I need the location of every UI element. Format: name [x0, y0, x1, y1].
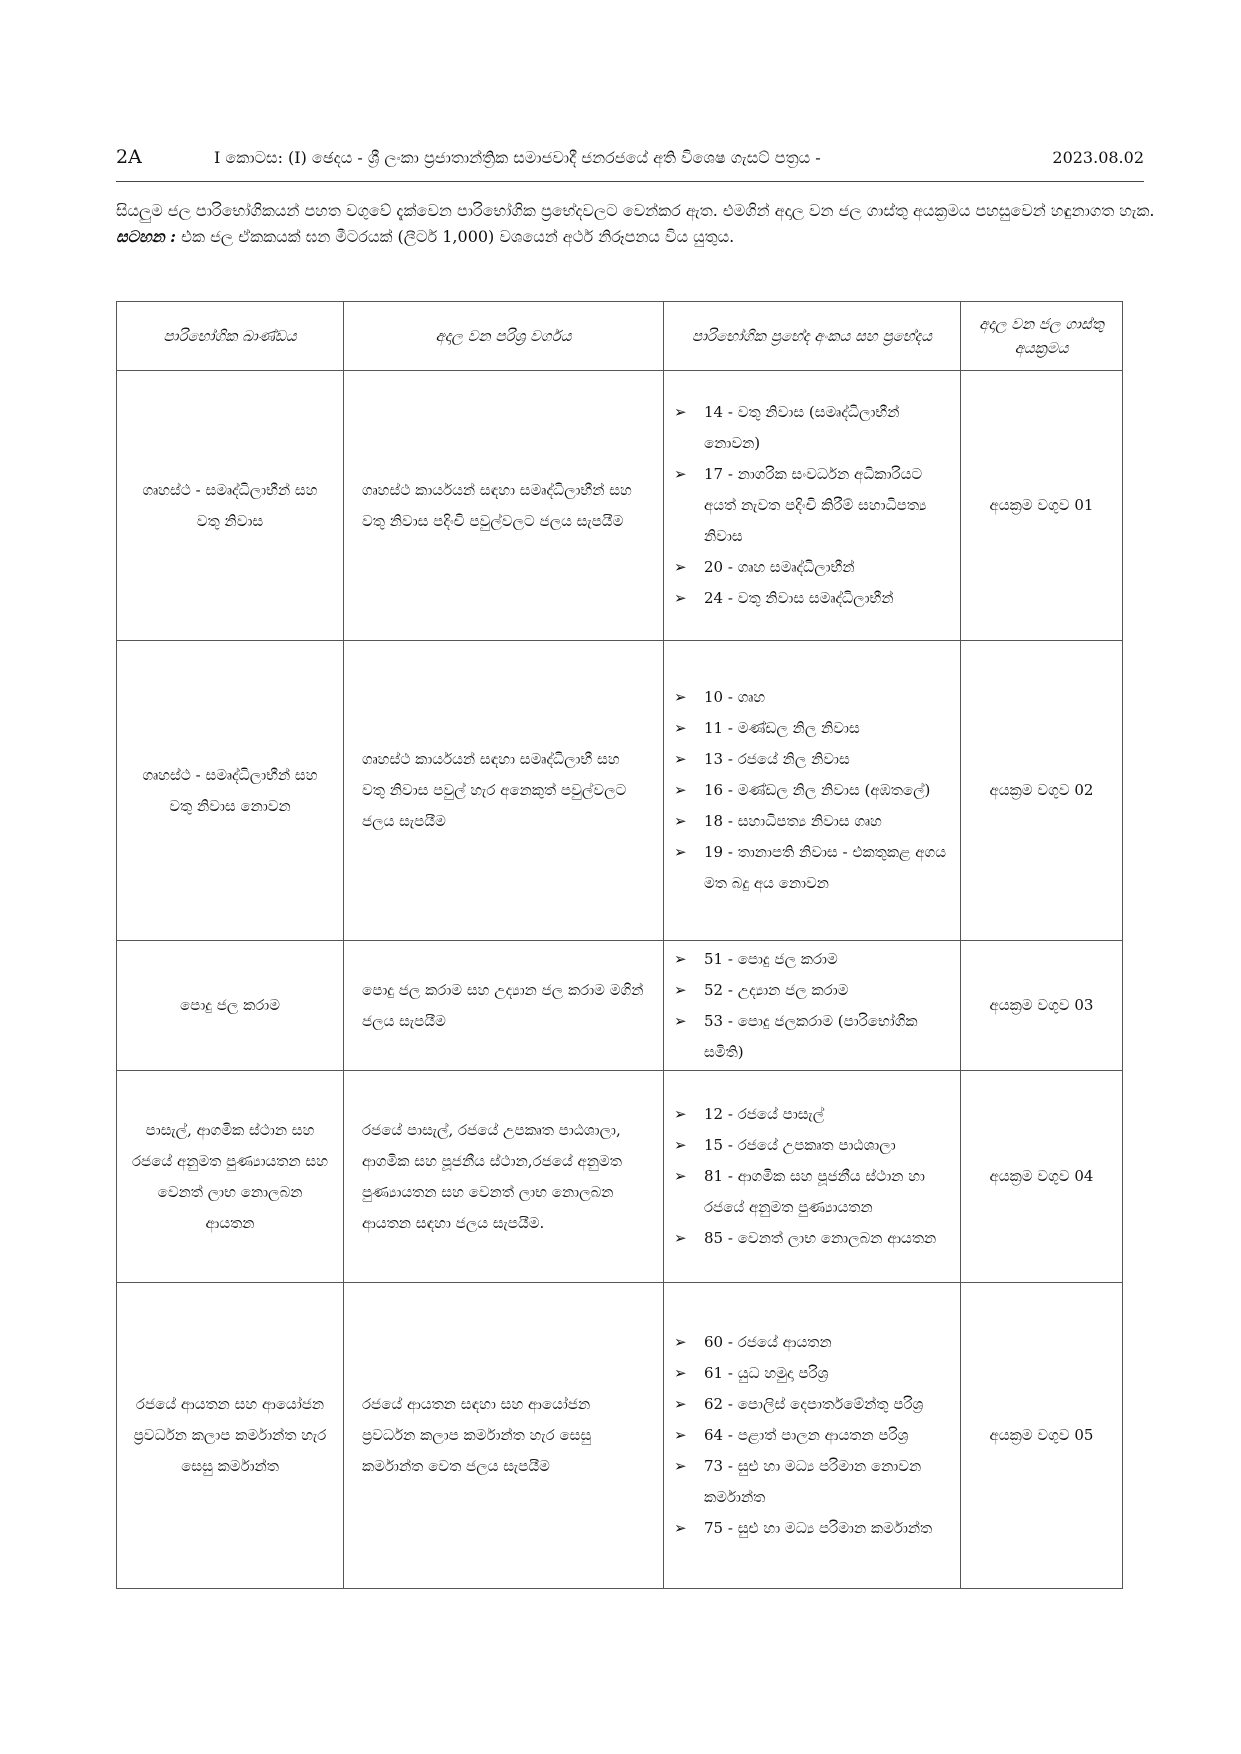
premises-cell: ගෘහස්ථ කාර්යයන් සඳහා සමෘද්ධිලාභී සහ වතු නිවාස පවුල් හැර අනෙකුත් පවුල්වලට ජලය සැපයීම [344, 641, 664, 941]
category-cell: පාසැල්, ආගමික ස්ථාන සහ රජයේ අනුමත පුණ්‍යායතන සහ වෙනත් ලාභ නොලබන ආයතන [117, 1071, 344, 1283]
note-label: සටහන : [116, 227, 177, 246]
note-text: එක ජල ඒකකයක් ඝන මීටරයක් (ලීටර් 1,000) වශයෙන් අර්ථ නිරූපනය විය යුතුය. [181, 227, 735, 246]
code-item: ➢ 75 - සුළු හා මධ්‍ය පරිමාන කර්මාන්ත [674, 1513, 954, 1544]
category-cell: ගෘහස්ථ - සමෘද්ධිලාභීන් සහ වතු නිවාස නොවන [117, 641, 344, 941]
code-item: ➢ 19 - තානාපති නිවාස - එකතුකළ අගය මත බදු අය නොවන [674, 837, 954, 899]
tariff-band-cell: අයක්‍රම වගුව 05 [961, 1283, 1123, 1589]
code-item: ➢ 53 - පොදු ජලකරාම (පාරිභෝගික සමිති) [674, 1006, 954, 1068]
code-item: ➢ 61 - යුධ හමුදා පරිශ්‍ර [674, 1358, 954, 1389]
header-sub-category: පාරිභෝගික ප්‍රභේද අංකය සහ ප්‍රභේදය [664, 302, 961, 371]
tariff-band-cell: අයක්‍රම වගුව 03 [961, 941, 1123, 1071]
code-item: ➢ 24 - වතු නිවාස සමෘද්ධිලාභීන් [674, 583, 954, 614]
code-item: ➢ 62 - පොලිස් දෙපාර්තමේන්තු පරිශ්‍ර [674, 1389, 954, 1420]
table-row [117, 641, 1123, 941]
intro-paragraph: සියලුම ජල පාරිභෝගිකයන් පහත වගුවේ දැක්වෙන පාරිභෝගික ප්‍රභේදවලට වෙන්කර ඇත. එමගින් අදාල වන ජල ගාස්තු අයක්‍රමය පහසුවෙන් හඳුනාගත හැක. [116, 201, 1155, 220]
header-consumer-category: පාරිභෝගික ඛාණ්ඩය [117, 302, 344, 371]
code-item: ➢ 60 - රජයේ ආයතන [674, 1327, 954, 1358]
premises-cell: පොදු ජල කරාම සහ උද්‍යාන ජල කරාම මගින් ජලය සැපයීම [344, 941, 664, 1071]
code-list [674, 1327, 954, 1544]
codes-cell [664, 941, 961, 1071]
category-cell: රජයේ ආයතන සහ ආයෝජන ප්‍රවර්ධන කලාප කර්මාන්ත හැර සෙසු කර්මාන්ත [117, 1283, 344, 1589]
premises-cell: රජයේ ආයතන සඳහා සහ ආයෝජන ප්‍රවර්ධන කලාප කර්මාන්ත හැර සෙසු කර්මාන්ත වෙත ජලය සැපයීම [344, 1283, 664, 1589]
code-item: ➢ 73 - සුළු හා මධ්‍ය පරිමාන නොවන කර්මාන්ත [674, 1451, 954, 1513]
code-list [674, 1099, 954, 1254]
page-header [116, 146, 1144, 182]
table-row [117, 1283, 1123, 1589]
tariff-band-cell: අයක්‍රම වගුව 01 [961, 371, 1123, 641]
codes-cell [664, 1071, 961, 1283]
code-list [674, 682, 954, 899]
unit-note [116, 224, 1156, 250]
codes-cell [664, 1283, 961, 1589]
tariff-band-cell: අයක්‍රම වගුව 02 [961, 641, 1123, 941]
intro-text [116, 198, 1156, 250]
code-item: ➢ 81 - ආගමික සහ පූජනීය ස්ථාන හා රජයේ අනුමත පුණ්‍යායතන [674, 1161, 954, 1223]
code-item: ➢ 20 - ගෘහ සමෘද්ධිලාභීන් [674, 552, 954, 583]
codes-cell [664, 641, 961, 941]
table-header-row [117, 302, 1123, 371]
code-list [674, 397, 954, 614]
code-item: ➢ 16 - මණ්ඩල නිල නිවාස (අඹතලේ) [674, 775, 954, 806]
code-item: ➢ 13 - රජයේ නිල නිවාස [674, 744, 954, 775]
codes-cell [664, 371, 961, 641]
gazette-title: I කොටස: (I) ඡෙදය - ශ්‍රී ලංකා ප්‍රජාතාන්ත්‍රික සමාජවාදී ජනරජයේ අති විශෙෂ ගැසට් පත්‍රය - [214, 148, 821, 167]
page-number: 2A [116, 146, 142, 168]
code-item: ➢ 52 - උද්‍යාන ජල කරාම [674, 975, 954, 1006]
header-premises-type: අදාල වන පරිශ්‍ර වර්ගය [344, 302, 664, 371]
category-cell: පොදු ජල කරාම [117, 941, 344, 1071]
code-item: ➢ 17 - නාගරික සංවර්ධන අධිකාරියට අයත් නැවත පදිංචි කිරීම් සහාධිපත්‍ය නිවාස [674, 459, 954, 552]
tariff-category-table [116, 301, 1123, 1589]
code-item: ➢ 14 - වතු නිවාස (සමෘද්ධිලාභීන් නොවන) [674, 397, 954, 459]
code-list [674, 944, 954, 1068]
code-item: ➢ 85 - වෙනත් ලාභ නොලබන ආයතන [674, 1223, 954, 1254]
table-row [117, 371, 1123, 641]
code-item: ➢ 12 - රජයේ පාසැල් [674, 1099, 954, 1130]
premises-cell: ගෘහස්ථ කාර්යයන් සඳහා සමෘද්ධිලාභීන් සහ වතු නිවාස පදිංචි පවුල්වලට ජලය සැපයීම [344, 371, 664, 641]
tariff-band-cell: අයක්‍රම වගුව 04 [961, 1071, 1123, 1283]
gazette-date: 2023.08.02 [1052, 148, 1144, 167]
code-item: ➢ 15 - රජයේ උපකෘත පාඨශාලා [674, 1130, 954, 1161]
code-item: ➢ 18 - සහාධිපත්‍ය නිවාස ගෘහ [674, 806, 954, 837]
code-item: ➢ 10 - ගෘහ [674, 682, 954, 713]
header-divider [116, 181, 1144, 182]
code-item: ➢ 64 - පළාත් පාලන ආයතන පරිශ්‍ර [674, 1420, 954, 1451]
category-cell: ගෘහස්ථ - සමෘද්ධිලාභීන් සහ වතු නිවාස [117, 371, 344, 641]
header-tariff-band: අදාල වන ජල ගාස්තු අයක්‍රමය [961, 302, 1123, 371]
table-row [117, 941, 1123, 1071]
table-row [117, 1071, 1123, 1283]
code-item: ➢ 11 - මණ්ඩල නිල නිවාස [674, 713, 954, 744]
code-item: ➢ 51 - පොදු ජල කරාම [674, 944, 954, 975]
premises-cell: රජයේ පාසැල්, රජයේ උපකෘත පාඨශාලා, ආගමික සහ පූජනීය ස්ථාන,රජයේ අනුමත පුණ්‍යායතන සහ වෙනත් ලාභ නොලබන ආයතන සඳහා ජලය සැපයීම. [344, 1071, 664, 1283]
